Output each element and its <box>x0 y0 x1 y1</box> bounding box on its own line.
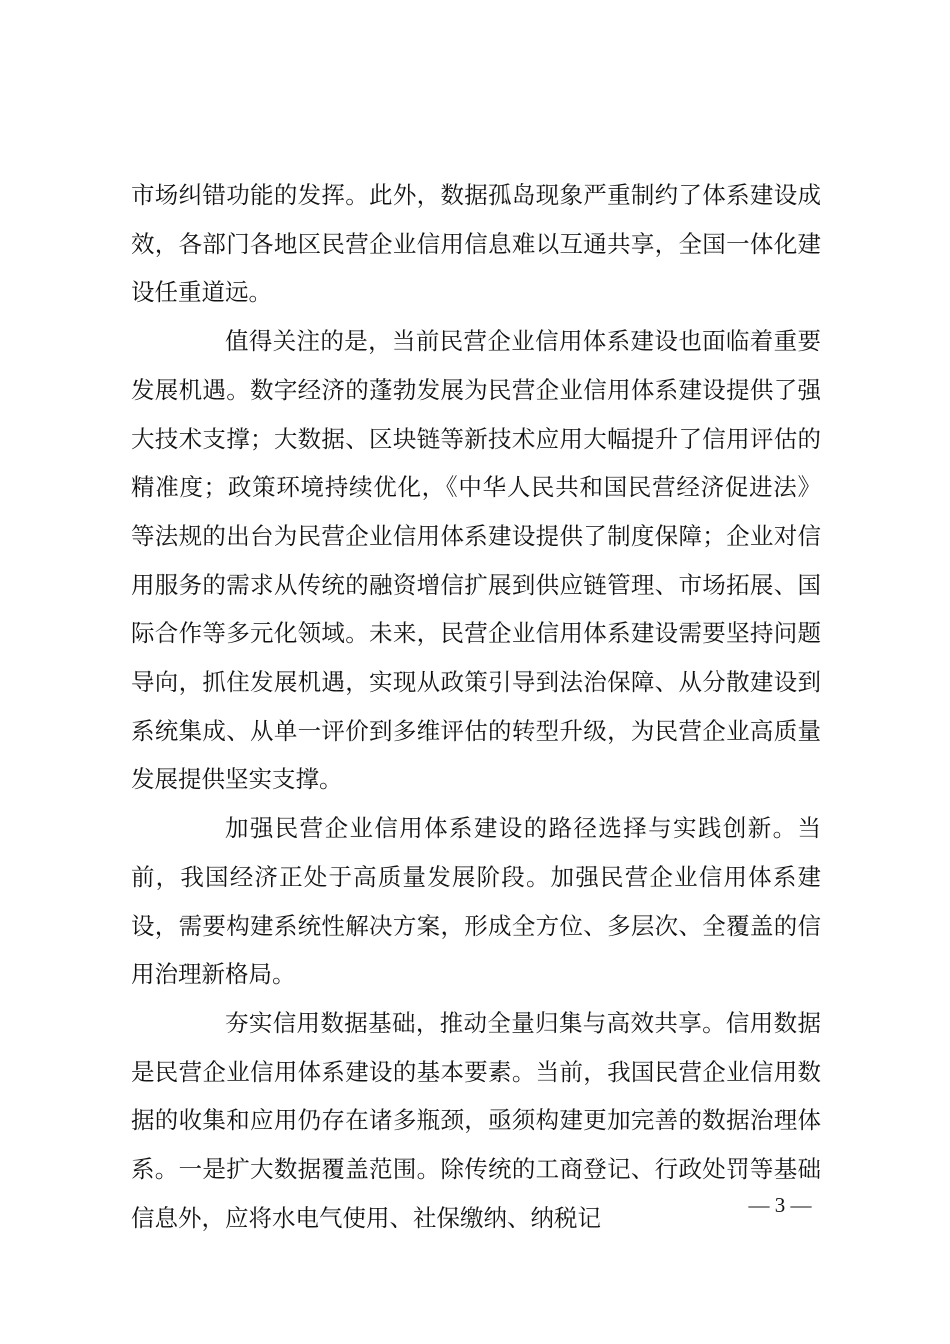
paragraph-path-selection: 加强民营企业信用体系建设的路径选择与实践创新。当前，我国经济正处于高质量发展阶段。加强民营企业信用体系建设，需要构建系统性解决方案，形成全方位、多层次、全覆盖的信用治理新格局。 <box>131 814 821 989</box>
body-text <box>131 171 821 1242</box>
paragraph-opportunities: 值得关注的是，当前民营企业信用体系建设也面临着重要发展机遇。数字经济的蓬勃发展为民营企业信用体系建设提供了强大技术支撑；大数据、区块链等新技术应用大幅提升了信用评估的精准度；政策环境持续优化，《中华人民共和国民营经济促进法》等法规的出台为民营企业信用体系建设提供了制度保障；企业对信用服务的需求从传统的融资增信扩展到供应链管理、市场拓展、国际合作等多元化领域。未来，民营企业信用体系建设需要坚持问题导向，抓住发展机遇，实现从政策引导到法治保障、从分散建设到系统集成、从单一评价到多维评估的转型升级，为民营企业高质量发展提供坚实支撑。 <box>131 327 821 794</box>
paragraph-continuation: 市场纠错功能的发挥。此外，数据孤岛现象严重制约了体系建设成效，各部门各地区民营企业信用信息难以互通共享，全国一体化建设任重道远。 <box>131 181 821 307</box>
page-number: — 3 — <box>748 1193 812 1217</box>
paragraph-credit-data: 夯实信用数据基础，推动全量归集与高效共享。信用数据是民营企业信用体系建设的基本要素。当前，我国民营企业信用数据的收集和应用仍存在诸多瓶颈，亟须构建更加完善的数据治理体系。一是扩大数据覆盖范围。除传统的工商登记、行政处罚等基础信息外，应将水电气使用、社保缴纳、纳税记 <box>131 1008 821 1232</box>
